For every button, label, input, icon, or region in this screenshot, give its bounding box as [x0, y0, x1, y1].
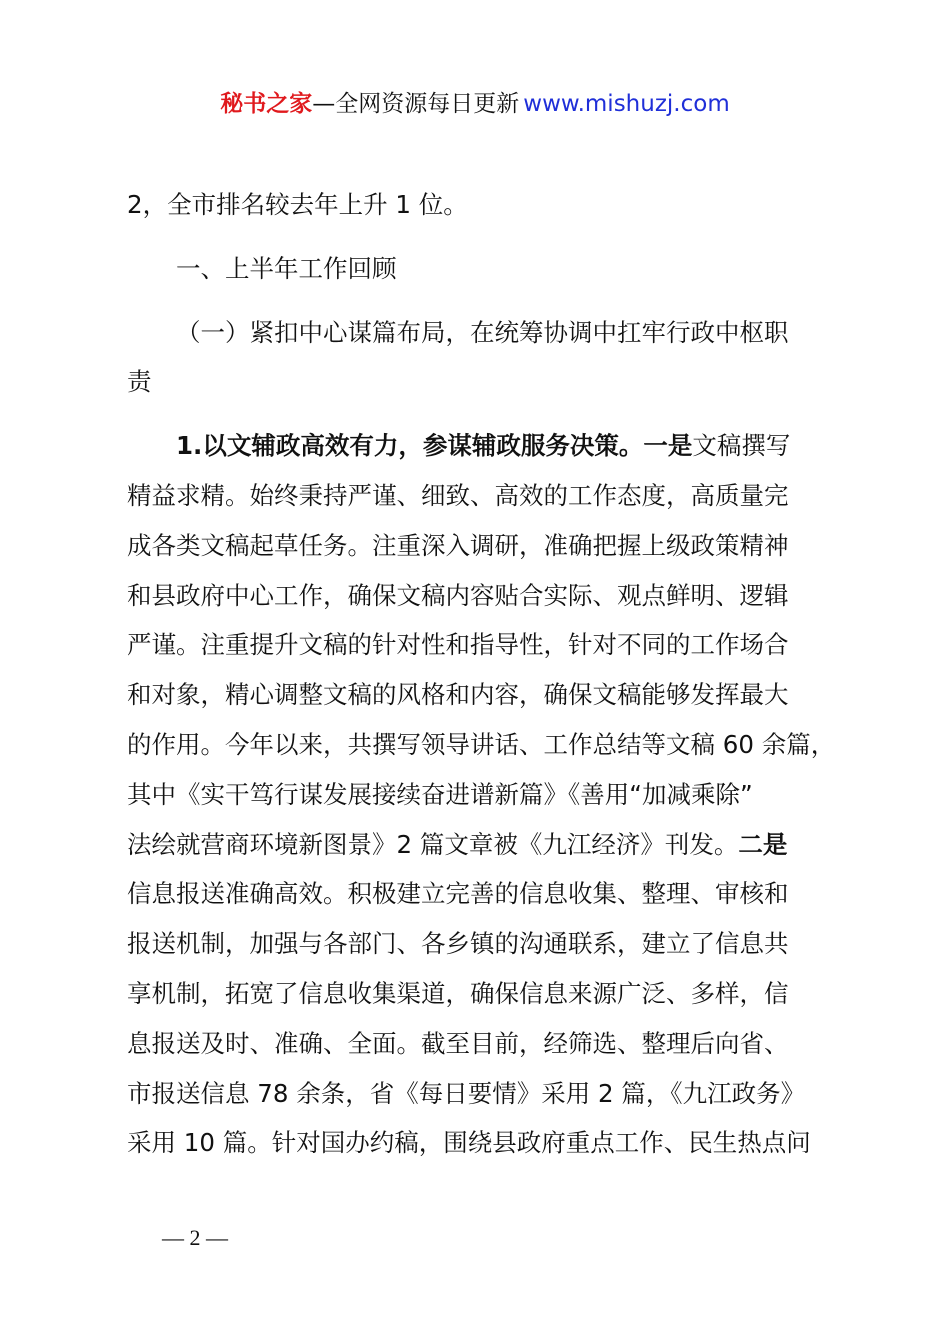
- text-line-part: 法绘就营商环境新图景》2 篇文章被《九江经济》刊发。: [127, 829, 739, 859]
- page-number: — 2 —: [162, 1225, 228, 1250]
- paragraph-lead-line: [127, 421, 839, 471]
- text-line: 享机制，拓宽了信息收集渠道，确保信息来源广泛、多样，信: [127, 978, 789, 1008]
- text-line: 2，全市排名较去年上升 1 位。: [127, 190, 468, 219]
- text-line: 市报送信息 78 余条，省《每日要情》采用 2 篇，《九江政务》: [127, 1078, 806, 1108]
- paragraph-lead-rest: 文稿撰写: [692, 431, 791, 461]
- document-body: [127, 180, 839, 1168]
- header-url-link[interactable]: www.mishuzj.com: [523, 91, 730, 117]
- text-line: 和对象，精心调整文稿的风格和内容，确保文稿能够发挥最大: [127, 680, 789, 710]
- text-line: 严谨。注重提升文稿的针对性和指导性，针对不同的工作场合: [127, 630, 789, 660]
- text-line: 和县政府中心工作，确保文稿内容贴合实际、观点鲜明、逻辑: [127, 580, 789, 610]
- header-brand: 秘书之家: [220, 91, 313, 117]
- section-heading: 一、上半年工作回顾: [176, 253, 397, 283]
- subsection-heading: （一）紧扣中心谋篇布局，在统筹协调中扛牢行政中枢职: [176, 317, 789, 347]
- text-line: 成各类文稿起草任务。注重深入调研，准确把握上级政策精神: [127, 530, 789, 560]
- text-line-bold-part: 二是: [738, 829, 788, 859]
- page-header: [0, 86, 950, 122]
- text-line: 的作用。今年以来，共撰写领导讲话、工作总结等文稿 60 余篇，: [127, 729, 836, 759]
- text-line: 其中《实干笃行谋发展接续奋进谱新篇》《善用“加减乘除”: [127, 779, 753, 809]
- subsection-heading-cont: 责: [127, 367, 152, 397]
- text-line: 报送机制，加强与各部门、各乡镇的沟通联系，建立了信息共: [127, 929, 789, 959]
- text-line: 精益求精。始终秉持严谨、细致、高效的工作态度，高质量完: [127, 480, 789, 510]
- header-dash: —: [312, 91, 336, 117]
- text-line: 采用 10 篇。针对国办约稿，围绕县政府重点工作、民生热点问: [127, 1128, 811, 1158]
- paragraph-lead-bold: 1.以文辅政高效有力，参谋辅政服务决策。一是: [176, 431, 693, 461]
- text-line-mixed: [127, 820, 839, 870]
- header-slogan: 全网资源每日更新: [335, 91, 520, 117]
- text-line: 信息报送准确高效。积极建立完善的信息收集、整理、审核和: [127, 879, 789, 909]
- text-line: 息报送及时、准确、全面。截至目前，经筛选、整理后向省、: [127, 1028, 789, 1058]
